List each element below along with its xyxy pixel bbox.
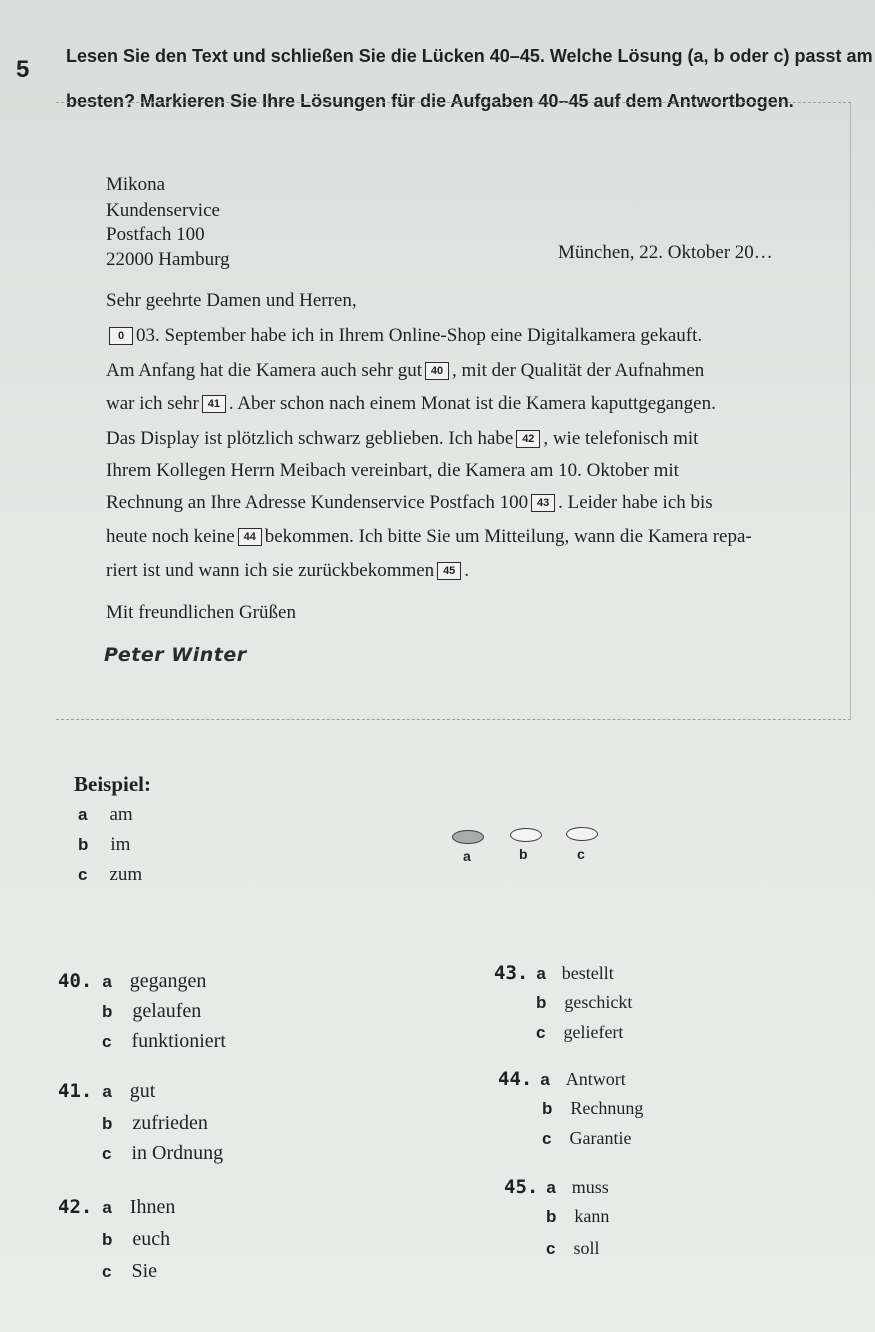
body-text: Am Anfang hat die Kamera auch sehr gut	[106, 360, 423, 381]
address-line-2: Kundenservice	[106, 200, 220, 221]
gap-43: 43	[531, 494, 555, 512]
option-letter: a	[102, 1198, 112, 1217]
bubble-label-b: b	[519, 846, 528, 862]
question-number: 44.	[498, 1068, 533, 1090]
answer-bubble-b[interactable]	[510, 828, 542, 842]
question-44	[498, 1068, 626, 1090]
answer-bubble-c[interactable]	[566, 827, 598, 841]
question-44-option-b	[542, 1098, 643, 1119]
body-line-5: Ihrem Kollegen Herrn Meibach vereinbart, die Kamera am 10. Oktober mit	[106, 460, 679, 481]
body-text: bekommen. Ich bitte Sie um Mitteilung, wann die Kamera repa-	[264, 526, 752, 547]
option-text: Antwort	[565, 1069, 626, 1089]
question-40-option-c	[102, 1030, 226, 1053]
question-number: 41.	[58, 1080, 93, 1102]
option-text: zufrieden	[132, 1112, 208, 1134]
question-number: 40.	[58, 970, 93, 992]
option-text: soll	[573, 1238, 600, 1258]
body-text: heute noch keine	[106, 526, 235, 547]
option-letter: a	[78, 805, 88, 824]
option-text: bestellt	[561, 963, 614, 983]
question-42-option-c	[102, 1260, 157, 1283]
option-text: Rechnung	[570, 1098, 644, 1118]
question-45-option-b	[546, 1206, 609, 1227]
option-text: gelaufen	[132, 1000, 202, 1022]
option-letter: a	[536, 964, 546, 983]
closing: Mit freundlichen Grüßen	[106, 602, 296, 623]
body-line-2	[106, 360, 704, 382]
question-43-option-b	[536, 992, 632, 1013]
body-text: , mit der Qualität der Aufnahmen	[452, 360, 705, 381]
question-40-option-b	[102, 1000, 201, 1023]
question-45-option-c	[546, 1238, 599, 1259]
option-text: muss	[571, 1177, 609, 1197]
option-letter: b	[102, 1114, 113, 1133]
body-text: riert ist und wann ich sie zurückbekommen	[106, 560, 435, 581]
body-text: Rechnung an Ihre Adresse Kundenservice Postfach 100	[106, 492, 529, 513]
salutation: Sehr geehrte Damen und Herren,	[106, 290, 357, 311]
example-option-b	[78, 834, 130, 856]
body-text: Das Display ist plötzlich schwarz geblieben. Ich habe	[106, 428, 514, 449]
bubble-label-a: a	[463, 848, 471, 864]
gap-42: 42	[516, 430, 540, 448]
gap-40: 40	[425, 362, 449, 380]
option-letter: b	[102, 1002, 113, 1021]
instruction-line-2: besten? Markieren Sie Ihre Lösungen für die Aufgaben 40–45 auf dem Antwortbogen.	[66, 91, 794, 111]
option-text: zum	[109, 864, 143, 885]
question-number: 45.	[504, 1176, 539, 1198]
option-letter: c	[78, 865, 88, 884]
option-letter: c	[542, 1129, 552, 1148]
question-43-option-c	[536, 1022, 623, 1043]
question-number: 42.	[58, 1196, 93, 1218]
question-44-option-c	[542, 1128, 631, 1149]
address-line-1: Mikona	[106, 174, 166, 195]
option-text: euch	[132, 1228, 171, 1250]
option-text: Garantie	[569, 1128, 632, 1148]
letter-date: München, 22. Oktober 20…	[558, 242, 773, 263]
option-letter: a	[546, 1178, 556, 1197]
question-41	[58, 1080, 155, 1103]
option-text: im	[110, 834, 131, 855]
body-line-7	[106, 526, 752, 548]
option-letter: c	[536, 1023, 546, 1042]
body-text: .	[464, 560, 469, 581]
gap-44: 44	[238, 528, 262, 546]
option-text: geliefert	[563, 1022, 624, 1042]
body-line-8	[106, 560, 469, 582]
option-letter: a	[102, 1082, 112, 1101]
option-text: am	[109, 804, 133, 825]
option-text: in Ordnung	[131, 1142, 224, 1164]
option-letter: b	[536, 993, 547, 1012]
example-heading: Beispiel:	[74, 772, 151, 796]
option-letter: b	[78, 835, 89, 854]
question-41-option-c	[102, 1142, 223, 1165]
question-42-option-b	[102, 1228, 170, 1251]
option-text: Sie	[131, 1260, 158, 1282]
option-text: geschickt	[564, 992, 633, 1012]
option-text: gut	[129, 1080, 156, 1102]
body-line-3	[106, 393, 716, 415]
option-letter: b	[542, 1099, 553, 1118]
option-text: funktioniert	[131, 1030, 226, 1052]
option-letter: a	[102, 972, 112, 991]
option-letter: c	[102, 1144, 112, 1163]
gap-45: 45	[437, 562, 461, 580]
option-letter: c	[546, 1239, 556, 1258]
gap-41: 41	[202, 395, 226, 413]
option-text: Ihnen	[129, 1196, 176, 1218]
question-number: 43.	[494, 962, 529, 984]
example-option-a	[78, 804, 133, 826]
example-option-c	[78, 864, 142, 886]
body-line-6	[106, 492, 713, 514]
body-line-1	[106, 325, 702, 347]
question-42	[58, 1196, 175, 1219]
body-line-4	[106, 428, 698, 450]
question-40	[58, 970, 206, 993]
option-letter: a	[540, 1070, 550, 1089]
question-41-option-b	[102, 1112, 208, 1135]
option-letter: b	[546, 1207, 557, 1226]
option-letter: c	[102, 1032, 112, 1051]
signature: Peter Winter	[104, 644, 247, 666]
question-45	[504, 1176, 609, 1198]
option-text: kann	[574, 1206, 610, 1226]
answer-bubble-a[interactable]	[452, 830, 484, 844]
gap-0: 0	[109, 327, 133, 345]
body-text: war ich sehr	[106, 393, 199, 414]
bubble-label-c: c	[577, 846, 585, 862]
address-line-4: 22000 Hamburg	[106, 249, 230, 270]
question-43	[494, 962, 614, 984]
option-letter: c	[102, 1262, 112, 1281]
body-text: , wie telefonisch mit	[543, 428, 699, 449]
body-text: . Leider habe ich bis	[558, 492, 713, 513]
task-number: 5	[16, 56, 30, 83]
instruction-line-1: Lesen Sie den Text und schließen Sie die Lücken 40–45. Welche Lösung (a, b oder c) passt am	[66, 46, 873, 66]
option-letter: b	[102, 1230, 113, 1249]
address-line-3: Postfach 100	[106, 224, 205, 245]
option-text: gegangen	[129, 970, 207, 992]
body-text: . Aber schon nach einem Monat ist die Kamera kaputtgegangen.	[228, 393, 716, 414]
body-text: 03. September habe ich in Ihrem Online-Shop eine Digitalkamera gekauft.	[136, 325, 703, 346]
